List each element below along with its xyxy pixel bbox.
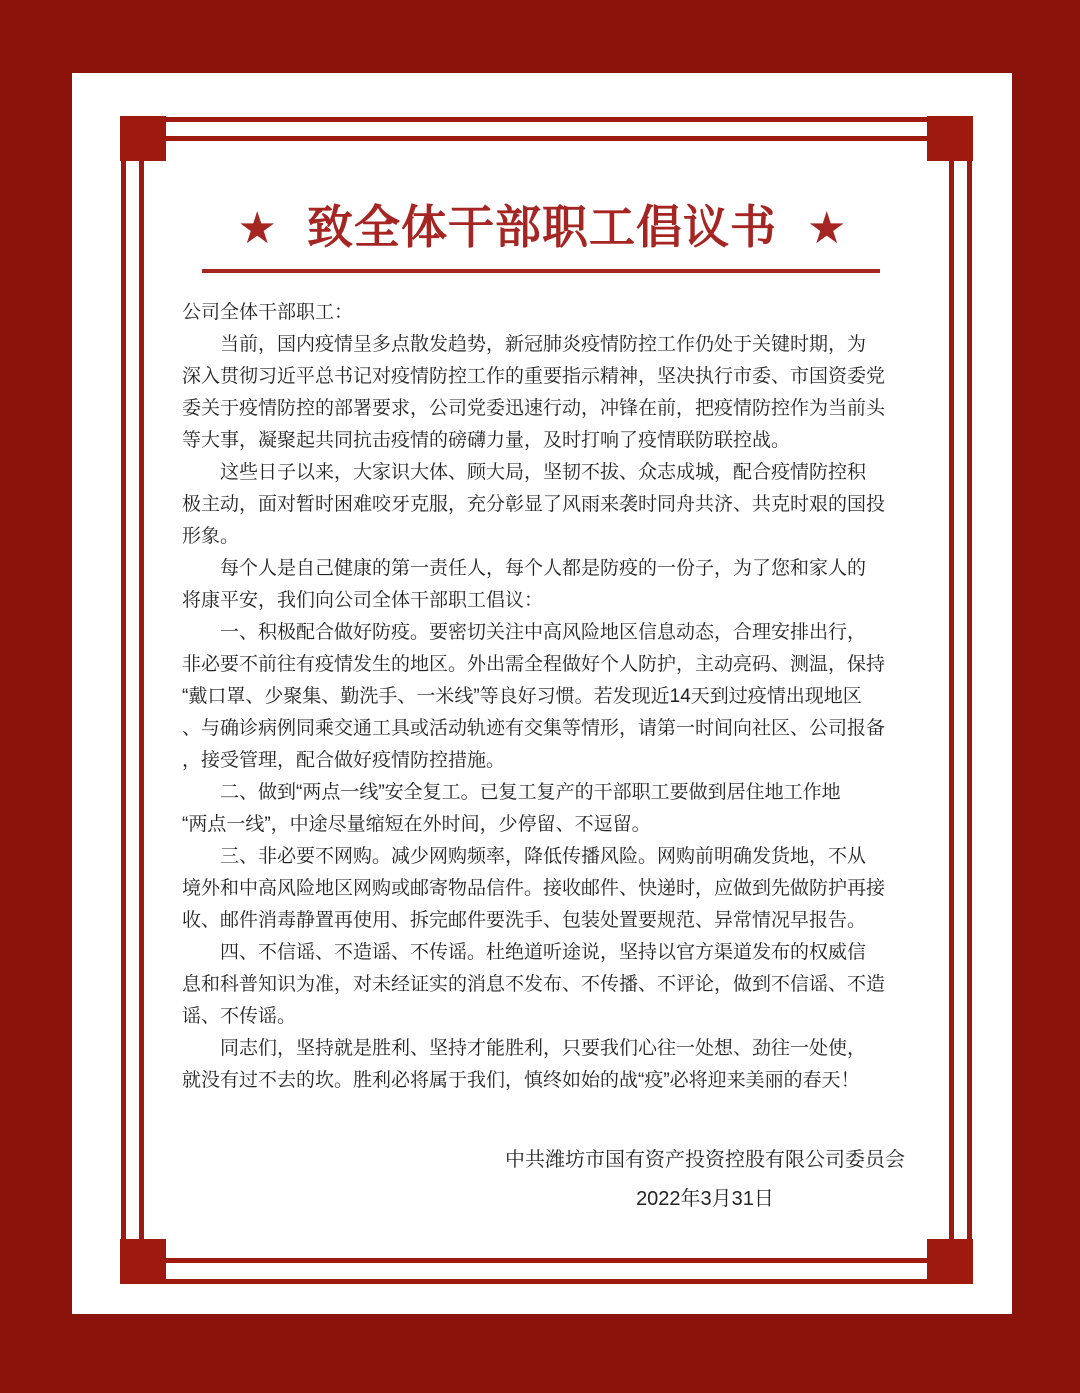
body-line: 将康平安，我们向公司全体干部职工倡议： [182, 590, 544, 611]
body-line: 这些日子以来，大家识大体、顾大局，坚韧不拔、众志成城，配合疫情防控积 [182, 462, 867, 483]
star-icon: ★ [237, 204, 277, 254]
body-line: ，接受管理，配合做好疫情防控措施。 [182, 750, 506, 771]
body-line: 极主动，面对暂时困难咬牙克服，充分彰显了风雨来袭时同舟共济、共克时艰的国投 [182, 494, 886, 515]
body-line: 谣、不传谣。 [182, 1006, 297, 1027]
body-line: 境外和中高风险地区网购或邮寄物品信件。接收邮件、快递时，应做到先做防护再接 [182, 878, 886, 899]
body-line: 同志们，坚持就是胜利、坚持才能胜利，只要我们心往一处想、劲往一处使， [182, 1038, 867, 1059]
title-underline [202, 269, 880, 273]
body-line: 四、不信谣、不造谣、不传谣。杜绝道听途说，坚持以官方渠道发布的权威信 [182, 942, 867, 963]
body-text [182, 297, 912, 1097]
body-line: 息和科普知识为准，对未经证实的消息不发布、不传播、不评论，做到不信谣、不造 [182, 974, 886, 995]
corner-square-top-left [120, 116, 166, 161]
star-icon: ★ [807, 204, 847, 254]
title-row [72, 201, 1012, 254]
body-line: 非必要不前往有疫情发生的地区。外出需全程做好个人防护，主动亮码、测温，保持 [182, 654, 886, 675]
corner-square-bottom-right [927, 1239, 973, 1284]
document-title: 致全体干部职工倡议书 [307, 201, 777, 253]
body-line: 、与确诊病例同乘交通工具或活动轨迹有交集等情形，请第一时间向社区、公司报备 [182, 718, 886, 739]
body-line: 公司全体干部职工： [182, 302, 354, 323]
body-line: 就没有过不去的坎。胜利必将属于我们，慎终如始的战“疫”必将迎来美丽的春天！ [182, 1070, 860, 1091]
body-line: “两点一线”，中途尽量缩短在外时间，少停留、不逗留。 [182, 814, 651, 835]
corner-square-bottom-left [120, 1239, 166, 1284]
body-line: 收、邮件消毒静置再使用、拆完邮件要洗手、包装处置要规范、异常情况早报告。 [182, 910, 867, 931]
corner-square-top-right [927, 116, 973, 161]
signature-block [505, 1141, 905, 1219]
paper [72, 73, 1012, 1314]
signature-date: 2022年3月31日 [636, 1188, 774, 1210]
body-line: 二、做到“两点一线”安全复工。已复工复产的干部职工要做到居住地工作地 [182, 782, 841, 803]
body-line: “戴口罩、少聚集、勤洗手、一米线”等良好习惯。若发现近14天到过疫情出现地区 [182, 686, 862, 707]
body-line: 一、积极配合做好防疫。要密切关注中高风险地区信息动态，合理安排出行， [182, 622, 867, 643]
body-line: 深入贯彻习近平总书记对疫情防控工作的重要指示精神，坚决执行市委、市国资委党 [182, 366, 886, 387]
body-line: 当前，国内疫情呈多点散发趋势，新冠肺炎疫情防控工作仍处于关键时期，为 [182, 334, 867, 355]
body-line: 委关于疫情防控的部署要求，公司党委迅速行动，冲锋在前，把疫情防控作为当前头 [182, 398, 886, 419]
body-line: 每个人是自己健康的第一责任人，每个人都是防疫的一份子，为了您和家人的 [182, 558, 867, 579]
body-line: 形象。 [182, 526, 240, 547]
body-line: 三、非必要不网购。减少网购频率，降低传播风险。网购前明确发货地，不从 [182, 846, 867, 867]
body-line: 等大事，凝聚起共同抗击疫情的磅礴力量，及时打响了疫情联防联控战。 [182, 430, 791, 451]
signature-organization: 中共潍坊市国有资产投资控股有限公司委员会 [505, 1149, 905, 1171]
